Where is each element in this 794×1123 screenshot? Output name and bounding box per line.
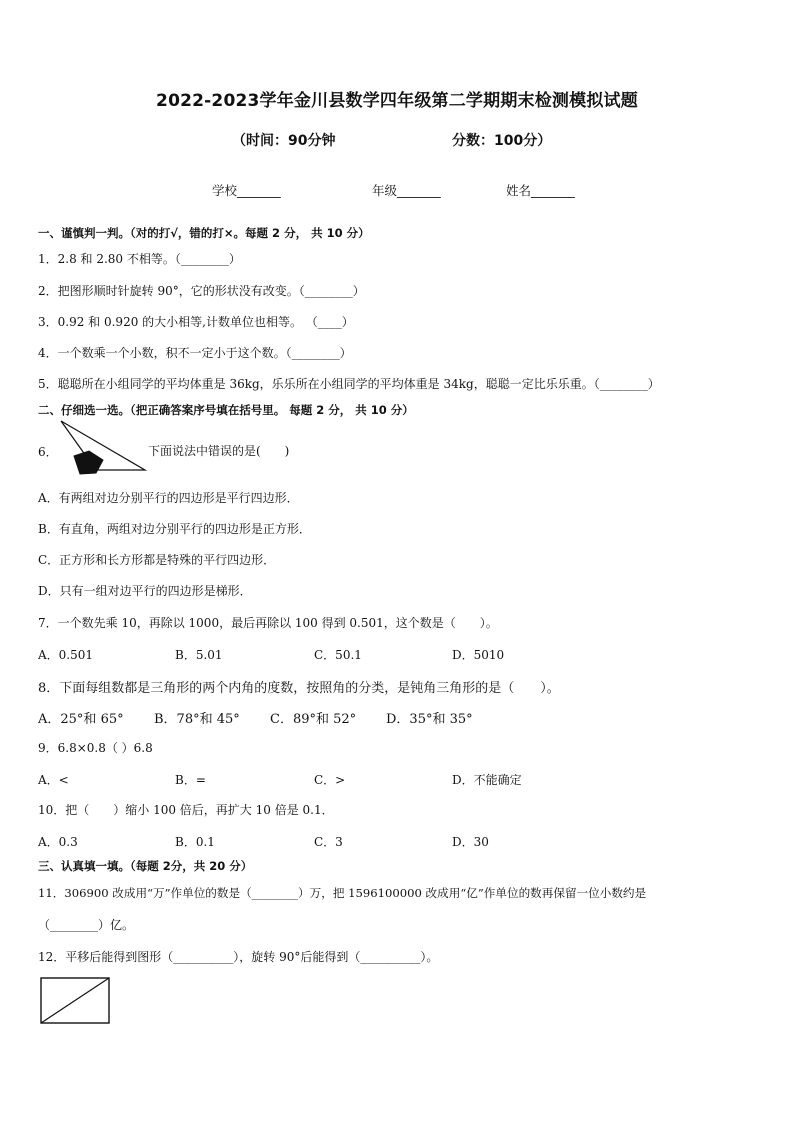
question-3: 3．0.92 和 0.920 的大小相等,计数单位也相等。 （____）: [38, 315, 354, 329]
question-6-option-b: B．有直角，两组对边分别平行的四边形是正方形．: [38, 522, 311, 536]
section-1-heading: 一、谨慎判一判。（对的打√，错的打×。每题 2 分， 共 10 分）: [38, 226, 370, 240]
question-11-line-1: 11．306900 改成用“万”作单位的数是（________）万，把 1596100000 改成用“亿”作单位的数再保留一位小数约是: [38, 886, 647, 900]
question-2: 2．把图形顺时针旋转 90°，它的形状没有改变。（________）: [38, 284, 365, 298]
question-10-option-b: B．0.1: [175, 835, 215, 849]
exam-score: 分数：100分）: [452, 133, 552, 149]
question-8-option-b: B．78°和 45°: [154, 712, 240, 727]
question-7-option-d: D．5010: [452, 648, 505, 662]
question-7-option-a: A．0.501: [38, 648, 94, 662]
question-6-stem: 下面说法中错误的是( ): [148, 444, 290, 458]
question-7-stem: 7．一个数先乘 10，再除以 1000，最后再除以 100 得到 0.501，这个数是（ ）。: [38, 616, 498, 630]
question-7-option-b: B．5.01: [175, 648, 223, 662]
school-field[interactable]: 学校_______: [212, 183, 281, 198]
question-6-figure: [58, 418, 150, 480]
question-6-option-d: D．只有一组对边平行的四边形是梯形．: [38, 584, 252, 598]
question-6-number: 6．: [38, 445, 58, 459]
question-5: 5．聪聪所在小组同学的平均体重是 36kg，乐乐所在小组同学的平均体重是 34kg，聪聪一定比乐乐重。（________）: [38, 377, 660, 391]
question-10-option-d: D．30: [452, 835, 489, 849]
question-7-option-c: C．50.1: [314, 648, 362, 662]
section-2-heading: 二、仔细选一选。（把正确答案序号填在括号里。 每题 2 分， 共 10 分）: [38, 403, 414, 417]
question-10-option-a: A．0.3: [38, 835, 78, 849]
question-8-option-c: C．89°和 52°: [270, 712, 357, 727]
question-8-option-d: D．35°和 35°: [386, 712, 473, 727]
question-12: 12．平移后能得到图形（__________），旋转 90°后能得到（__________）。: [38, 950, 439, 964]
question-9-stem: 9．6.8×0.8（ ）6.8: [38, 741, 153, 755]
exam-time: （时间：90分钟: [232, 133, 336, 149]
question-10-option-c: C．3: [314, 835, 343, 849]
grade-field[interactable]: 年级_______: [372, 183, 441, 198]
question-4: 4．一个数乘一个小数，积不一定小于这个数。（________）: [38, 346, 352, 360]
name-field[interactable]: 姓名_______: [506, 183, 575, 198]
question-9-option-c: C．>: [314, 773, 346, 787]
question-6-option-c: C．正方形和长方形都是特殊的平行四边形．: [38, 553, 276, 567]
question-1: 1．2.8 和 2.80 不相等。（________）: [38, 252, 241, 266]
question-9-option-d: D．不能确定: [452, 773, 522, 787]
section-3-heading: 三、认真填一填。（每题 2分，共 20 分）: [38, 859, 253, 873]
question-8-option-a: A．25°和 65°: [38, 712, 124, 727]
question-8-stem: 8．下面每组数都是三角形的两个内角的度数，按照角的分类，是钝角三角形的是（ ）。: [38, 681, 560, 696]
question-11-line-2: （________）亿。: [38, 918, 135, 932]
question-12-figure: [39, 976, 113, 1026]
question-9-option-a: A．<: [38, 773, 69, 787]
exam-title: 2022-2023学年金川县数学四年级第二学期期末检测模拟试题: [156, 91, 638, 111]
question-6-option-a: A．有两组对边分别平行的四边形是平行四边形．: [38, 491, 299, 505]
question-10-stem: 10．把（ ）缩小 100 倍后，再扩大 10 倍是 0.1．: [38, 803, 334, 817]
question-9-option-b: B．=: [175, 773, 206, 787]
